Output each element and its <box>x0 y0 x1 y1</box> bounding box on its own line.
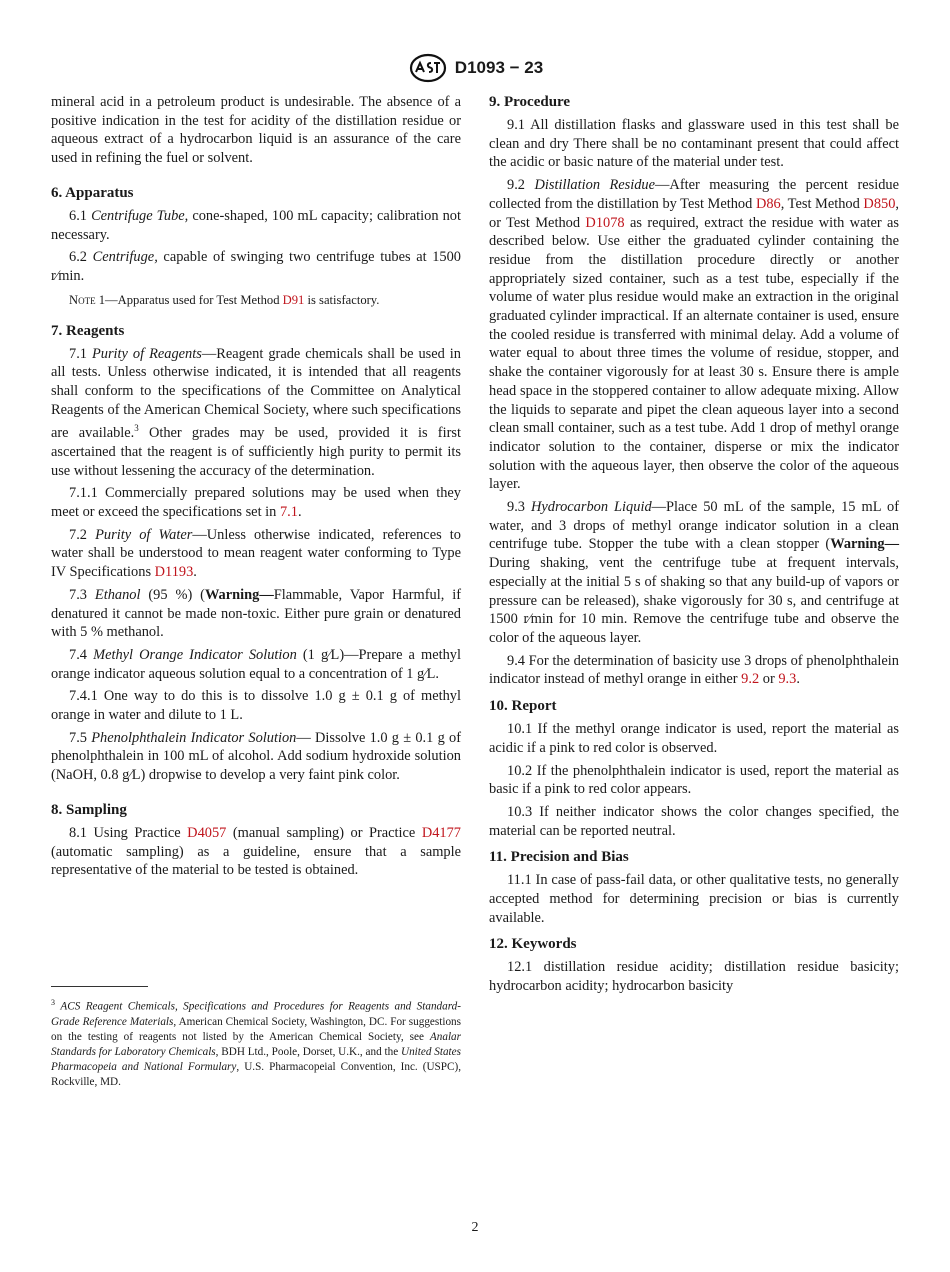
section-10-title: 10. Report <box>489 698 557 715</box>
para-11-1: 11.1 In case of pass-fail data, or other qualitative tests, no generally accepted method for determining precision or bias is currently available. <box>489 872 899 926</box>
section-6-title: 6. Apparatus <box>51 184 134 201</box>
para-9-1: 9.1 All distillation flasks and glassware used in this test shall be clean and dry There shall be no contaminant present that could affect the acidic or basic nature of the material under test. <box>489 117 899 171</box>
para-7-5: 7.5 Phenolphthalein Indicator Solution— Dissolve 1.0 g ± 0.1 g of phenolphthalein in 100 mL of alcohol. Add sodium hydroxide solution (NaOH, 0.8 g⁄L) dropwise to develop a very faint pink color. <box>51 729 461 784</box>
section-11-title: 11. Precision and Bias <box>489 849 629 866</box>
para-9-4: 9.4 For the determination of basicity use 3 drops of phenolphthalein indicator instead of methyl orange in either 9.2 or 9.3. <box>489 652 899 688</box>
left-column <box>51 93 461 884</box>
para-9-3: 9.3 Hydrocarbon Liquid—Place 50 mL of the sample, 15 mL of water, and 3 drops of methyl orange indicator solution in a clean centrifuge tube. Stopper the tube with a clean stopper (Warning—During shaking, vent the centrifuge tube at frequent intervals, especially at the initial 5 s of shaking so that any build-up of vapors or pressure can be released), shake vigorously for 30 s, and centrifuge at 1500 r⁄min for 10 min. Remove the centrifuge tube and observe the color of the aqueous layer. <box>489 499 899 646</box>
page-number: 2 <box>471 1220 479 1235</box>
para-6-1: 6.1 Centrifuge Tube, cone-shaped, 100 mL capacity; calibration not necessary. <box>51 207 461 243</box>
ref-d86-link[interactable]: D86 <box>755 195 781 212</box>
para-7-4-1: 7.4.1 One way to do this is to dissolve 1.0 g ± 0.1 g of methyl orange in water and dilute to 1 L. <box>51 688 461 724</box>
para-7-1-1: 7.1.1 Commercially prepared solutions may be used when they meet or exceed the specifications set in 7.1. <box>51 485 461 521</box>
para-8-1: 8.1 Using Practice D4057 (manual sampling) or Practice D4177 (automatic sampling) as a guideline, ensure that a sample representative of the material to be tested is obtained. <box>51 824 461 879</box>
right-column <box>489 93 899 1000</box>
ref-d850-link[interactable]: D850 <box>863 195 896 212</box>
astm-logo-icon <box>407 52 449 84</box>
para-10-2: 10.2 If the phenolphthalein indicator is used, report the material as basic if a pink to red color appears. <box>489 762 899 798</box>
para-7-3: 7.3 Ethanol (95 %) (Warning—Flammable, Vapor Harmful, if denatured it cannot be made non-toxic. Either pure grain or denatured with 5 % methanol. <box>51 586 461 641</box>
para-10-3: 10.3 If neither indicator shows the color changes specified, the material can be reported neutral. <box>489 803 899 839</box>
footnote-3: $^3$ ACS Reagent Chemicals, Specifications and Procedures for Reagents and Standard-Grade Reference Materials, American Chemical Society, Washington, DC. For suggestions on the testing of reagents not listed by the American Chemical Society, see Analar Standards for Laboratory Chemicals, BDH Ltd., Poole, Dorset, U.K., and the United States Pharmacopeia and National Formulary, U.S. Pharmacopeial Convention, Inc. (USPC), Rockville, MD. <box>51 998 461 1088</box>
ref-d4177-link[interactable]: D4177 <box>421 824 461 841</box>
para-12-1: 12.1 distillation residue acidity; distillation residue basicity; hydrocarbon acidity; hydrocarbon basicity <box>489 959 899 995</box>
ref-9-3-link[interactable]: 9.3 <box>778 671 797 688</box>
note-1: Note 1—Apparatus used for Test Method D91 is satisfactory. <box>69 292 380 307</box>
section-8-title: 8. Sampling <box>51 801 127 818</box>
ref-d4057-link[interactable]: D4057 <box>187 824 227 841</box>
intro-paragraph: mineral acid in a petroleum product is undesirable. The absence of a positive indication in the test for acidity of the distillation residue or aqueous extract of a hydrocarbon liquid is an assurance of the care used in refining the fuel or solvent. <box>51 94 461 167</box>
para-10-1: 10.1 If the methyl orange indicator is used, report the material as acidic if a pink to red color is observed. <box>489 721 899 756</box>
designation: D1093 − 23 <box>454 58 544 77</box>
ref-d1193-link[interactable]: D1193 <box>154 564 194 581</box>
section-12-title: 12. Keywords <box>489 936 577 953</box>
para-7-2: 7.2 Purity of Water—Unless otherwise indicated, references to water shall be understood to mean reagent water conforming to Type IV Specifications D1193. <box>51 526 461 581</box>
section-7-title: 7. Reagents <box>51 322 125 339</box>
section-9-title: 9. Procedure <box>489 94 571 110</box>
para-7-1: 7.1 Purity of Reagents—Reagent grade chemicals shall be used in all tests. Unless otherwise indicated, it is intended that all reagents shall conform to the specifications of the Committee on Analytical Reagents of the American Chemical Society, where such specifications are available.$^3$ Other grades may be used, provided it is first ascertained that the reagent is of sufficiently high purity to permit its use without lessening the accuracy of the determination. <box>51 345 461 479</box>
ref-d91-link[interactable]: D91 <box>282 292 305 307</box>
ref-9-2-link[interactable]: 9.2 <box>741 671 760 688</box>
para-7-4: 7.4 Methyl Orange Indicator Solution (1 g⁄L)—Prepare a methyl orange indicator aqueous solution equal to a concentration of 1 g⁄L. <box>51 646 461 682</box>
ref-7-1-link[interactable]: 7.1 <box>279 504 298 521</box>
ref-d1078-link[interactable]: D1078 <box>585 214 625 231</box>
footnote-divider <box>51 986 148 987</box>
para-9-2: 9.2 Distillation Residue—After measuring the percent residue collected from the distillation by Test Method D86, Test Method D850, or Test Method D1078 as required, extract the residue with water as described below. Use either the graduated cylinder containing the residue from the distillation procedure directly or another appropriately sized container, such as a test tube, especially if the volume of water plus residue would make an extraction in the original graduated cylinder impractical. If an alternate container is used, ensure the cooled residue is transferred with minimal delay. Add a volume of water equal to about three times the volume of residue, stopper, and shake the container vigorously for at least 30 s. Ensure there is ample head space in the stoppered container to allow adequate mixing. Allow the liquids to separate and pipet the clean aqueous layer into a second clean small container, such as a test tube. Add 1 drop of methyl orange indicator solution to the container, disperse or mix the indicator solution with the aqueous layer, then observe the color of the aqueous layer. <box>489 177 900 493</box>
footnote-ref: 3 <box>134 423 139 434</box>
page-header <box>0 52 950 84</box>
para-6-2: 6.2 Centrifuge, capable of swinging two centrifuge tubes at 1500 r⁄min. <box>51 249 461 284</box>
